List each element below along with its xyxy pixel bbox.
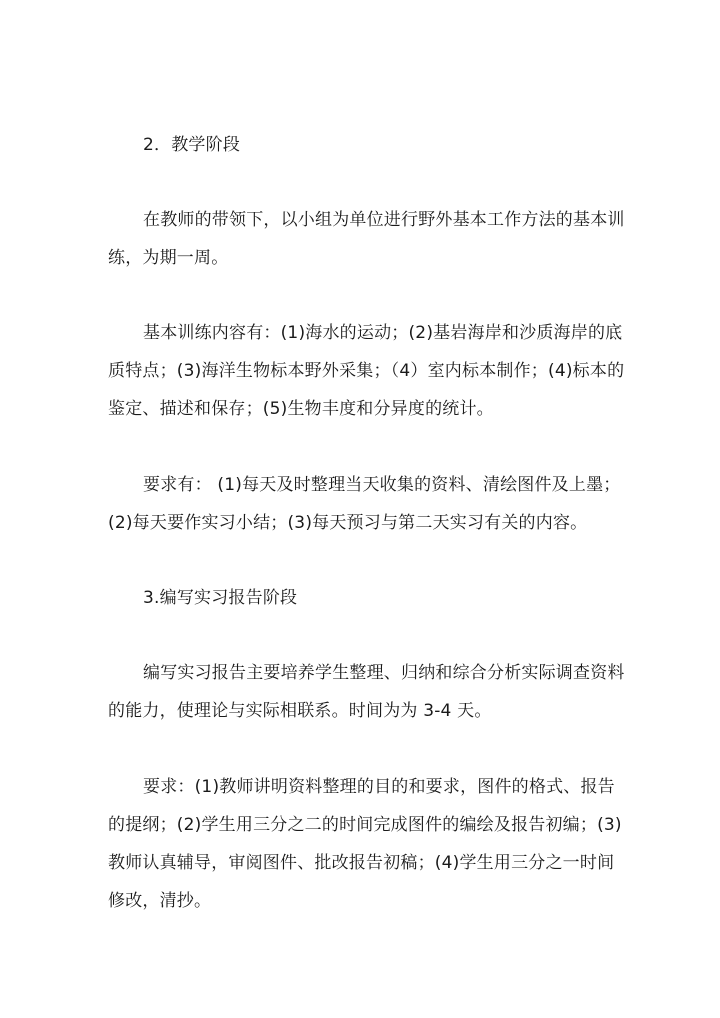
- section-heading-teaching-stage: 2．教学阶段: [143, 135, 241, 155]
- paragraph-line: 的提纲；(2)学生用三分之二的时间完成图件的编绘及报告初编；(3): [108, 815, 622, 835]
- paragraph-line: 要求：(1)教师讲明资料整理的目的和要求，图件的格式、报告: [143, 777, 615, 797]
- paragraph-line: 基本训练内容有：(1)海水的运动；(2)基岩海岸和沙质海岸的底: [143, 323, 623, 343]
- paragraph-line: (2)每天要作实习小结；(3)每天预习与第二天实习有关的内容。: [108, 513, 588, 533]
- paragraph-line: 的能力，使理论与实际相联系。时间为为 3-4 天。: [108, 701, 492, 721]
- paragraph-line: 要求有： (1)每天及时整理当天收集的资料、清绘图件及上墨；: [143, 475, 621, 495]
- paragraph-line: 质特点；(3)海洋生物标本野外采集；（4）室内标本制作；(4)标本的: [108, 361, 625, 381]
- section-heading-report-stage: 3.编写实习报告阶段: [143, 588, 298, 608]
- paragraph-line: 编写实习报告主要培养学生整理、归纳和综合分析实际调查资料: [143, 663, 625, 683]
- paragraph-line: 教师认真辅导，审阅图件、批改报告初稿；(4)学生用三分之一时间: [108, 853, 615, 873]
- paragraph-line: 在教师的带领下，以小组为单位进行野外基本工作方法的基本训: [143, 210, 625, 230]
- paragraph-line: 修改，清抄。: [108, 891, 212, 911]
- paragraph-line: 鉴定、描述和保存；(5)生物丰度和分异度的统计。: [108, 399, 494, 419]
- paragraph-line: 练，为期一周。: [108, 248, 229, 268]
